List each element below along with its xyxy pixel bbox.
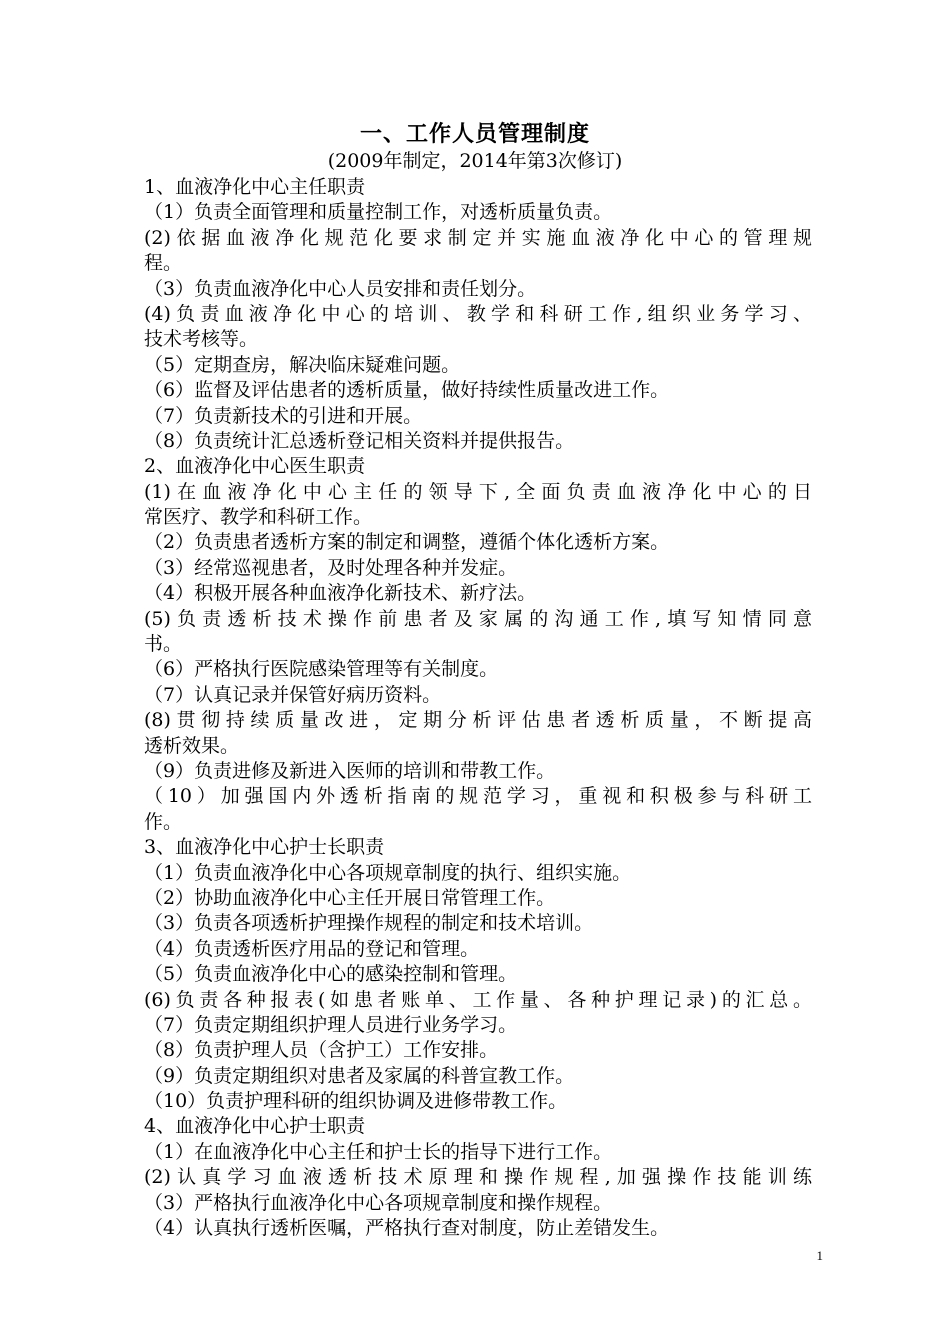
text-line: 常医疗、教学和科研工作。: [144, 506, 373, 529]
text-line: (5)负责透析技术操作前患者及家属的沟通工作,填写知情同意: [144, 607, 812, 630]
text-line: （8）负责护理人员（含护工）工作安排。: [144, 1039, 499, 1062]
text-line: 程。: [144, 252, 183, 275]
text-line: (4)负责血液净化中心的培训、教学和科研工作,组织业务学习、: [144, 302, 812, 325]
page-subtitle: (2009年制定，2014年第3次修订): [327, 150, 623, 172]
text-line: (8)贯彻持续质量改进，定期分析评估患者透析质量，不断提高: [144, 709, 812, 732]
page-title: 一、工作人员管理制度: [359, 121, 590, 147]
text-line: 书。: [144, 633, 183, 656]
text-line: （6）监督及评估患者的透析质量，做好持续性质量改进工作。: [144, 379, 670, 402]
text-line: （1）负责血液净化中心各项规章制度的执行、组织实施。: [144, 861, 632, 884]
text-line: （7）负责新技术的引进和开展。: [144, 404, 423, 427]
text-line: （7）负责定期组织护理人员进行业务学习。: [144, 1013, 518, 1036]
document-body: [144, 175, 812, 1241]
text-line: 技术考核等。: [144, 328, 259, 351]
text-line: （9）负责定期组织对患者及家属的科普宣教工作。: [144, 1064, 575, 1087]
text-line: (2)依据血液净化规范化要求制定并实施血液净化中心的管理规: [144, 226, 812, 249]
text-line: （3）负责血液净化中心人员安排和责任划分。: [144, 277, 537, 300]
text-line: （3）经常巡视患者，及时处理各种并发症。: [144, 556, 518, 579]
text-line: （5）定期查房，解决临床疑难问题。: [144, 353, 461, 376]
page-number: 1: [816, 1248, 823, 1263]
text-line: 透析效果。: [144, 734, 240, 757]
text-line: （3）严格执行血液净化中心各项规章制度和操作规程。: [144, 1191, 613, 1214]
text-line: （9）负责进修及新进入医师的培训和带教工作。: [144, 759, 556, 782]
text-line: （7）认真记录并保管好病历资料。: [144, 683, 442, 706]
text-line: (2)认真学习血液透析技术原理和操作规程,加强操作技能训练: [144, 1166, 812, 1189]
text-line: 4、血液净化中心护士职责: [144, 1115, 366, 1138]
text-line: 3、血液净化中心护士长职责: [144, 836, 385, 859]
text-line: （4）认真执行透析医嘱，严格执行查对制度，防止差错发生。: [144, 1217, 670, 1240]
text-line: （10）加强国内外透析指南的规范学习，重视和积极参与科研工: [144, 785, 812, 808]
text-line: （8）负责统计汇总透析登记相关资料并提供报告。: [144, 429, 575, 452]
text-line: （1）在血液净化中心主任和护士长的指导下进行工作。: [144, 1140, 613, 1163]
text-line: （2）协助血液净化中心主任开展日常管理工作。: [144, 886, 556, 909]
text-line: 作。: [144, 810, 183, 833]
text-line: （4）积极开展各种血液净化新技术、新疗法。: [144, 582, 537, 605]
text-line: 2、血液净化中心医生职责: [144, 455, 366, 478]
text-line: (6)负责各种报表(如患者账单、工作量、各种护理记录)的汇总。: [144, 988, 812, 1011]
text-line: （1）负责全面管理和质量控制工作，对透析质量负责。: [144, 201, 613, 224]
text-line: （10）负责护理科研的组织协调及进修带教工作。: [144, 1090, 568, 1113]
text-line: （6）严格执行医院感染管理等有关制度。: [144, 658, 499, 681]
text-line: （5）负责血液净化中心的感染控制和管理。: [144, 963, 518, 986]
text-line: （4）负责透析医疗用品的登记和管理。: [144, 937, 480, 960]
text-line: (1)在血液净化中心主任的领导下,全面负责血液净化中心的日: [144, 480, 812, 503]
text-line: （3）负责各项透析护理操作规程的制定和技术培训。: [144, 912, 594, 935]
text-line: 1、血液净化中心主任职责: [144, 176, 366, 198]
text-line: （2）负责患者透析方案的制定和调整，遵循个体化透析方案。: [144, 531, 670, 554]
